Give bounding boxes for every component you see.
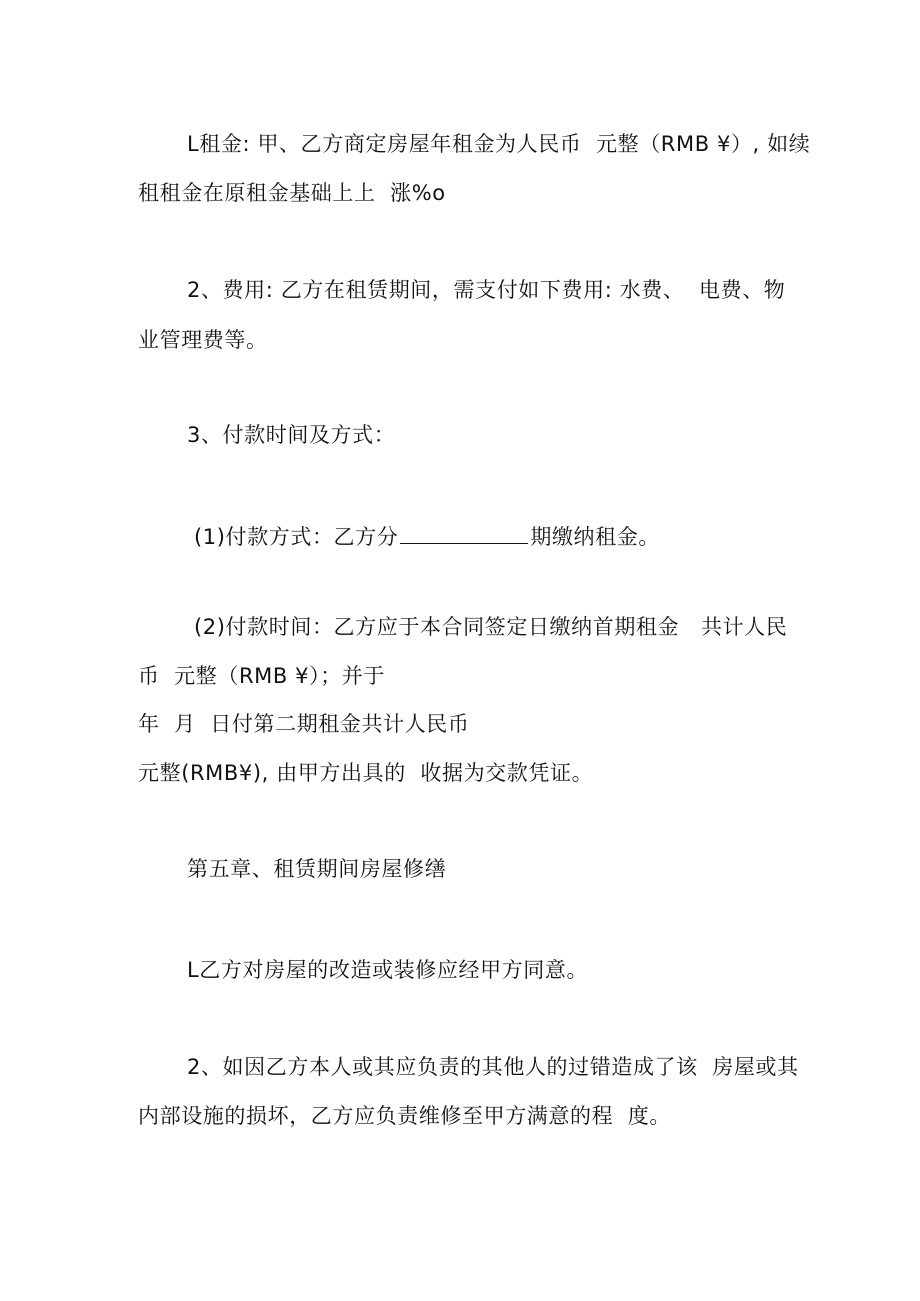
fees-clause-line-2: 业管理费等。: [138, 328, 268, 352]
chapter-5-title: 第五章、租赁期间房屋修缮: [187, 857, 447, 881]
payment-time-line-3: 年 月 日付第二期租金共计人民币: [138, 712, 470, 736]
rent-clause-line-1: L租金: 甲、乙方商定房屋年租金为人民币 元整（RMB ¥）, 如续: [187, 132, 811, 156]
fees-clause-line-1: 2、费用: 乙方在租赁期间，需支付如下费用: 水费、 电费、物: [187, 278, 786, 302]
payment-time-line-4: 元整(RMB¥), 由甲方出具的 收据为交款凭证。: [138, 761, 594, 785]
payment-method-text-after: 期缴纳租金。: [530, 525, 660, 549]
chapter-5-item-2-line-1: 2、如因乙方本人或其应负责的其他人的过错造成了该 房屋或其: [187, 1055, 799, 1079]
payment-method-clause: [194, 522, 660, 552]
rent-clause-line-2: 租租金在原租金基础上上 涨%o: [138, 181, 446, 205]
installment-blank-field: [400, 523, 528, 544]
payment-time-line-2: 币 元整（RMB ¥）；并于: [138, 664, 386, 688]
payment-method-text-before: (1)付款方式：乙方分: [194, 525, 399, 549]
payment-time-line-1: (2)付款时间：乙方应于本合同签定日缴纳首期租金 共计人民: [194, 615, 788, 639]
chapter-5-item-1: L乙方对房屋的改造或装修应经甲方同意。: [187, 958, 589, 982]
chapter-5-item-2-line-2: 内部设施的损坏，乙方应负责维修至甲方满意的程 度。: [138, 1104, 671, 1128]
payment-heading: 3、付款时间及方式：: [187, 423, 396, 447]
